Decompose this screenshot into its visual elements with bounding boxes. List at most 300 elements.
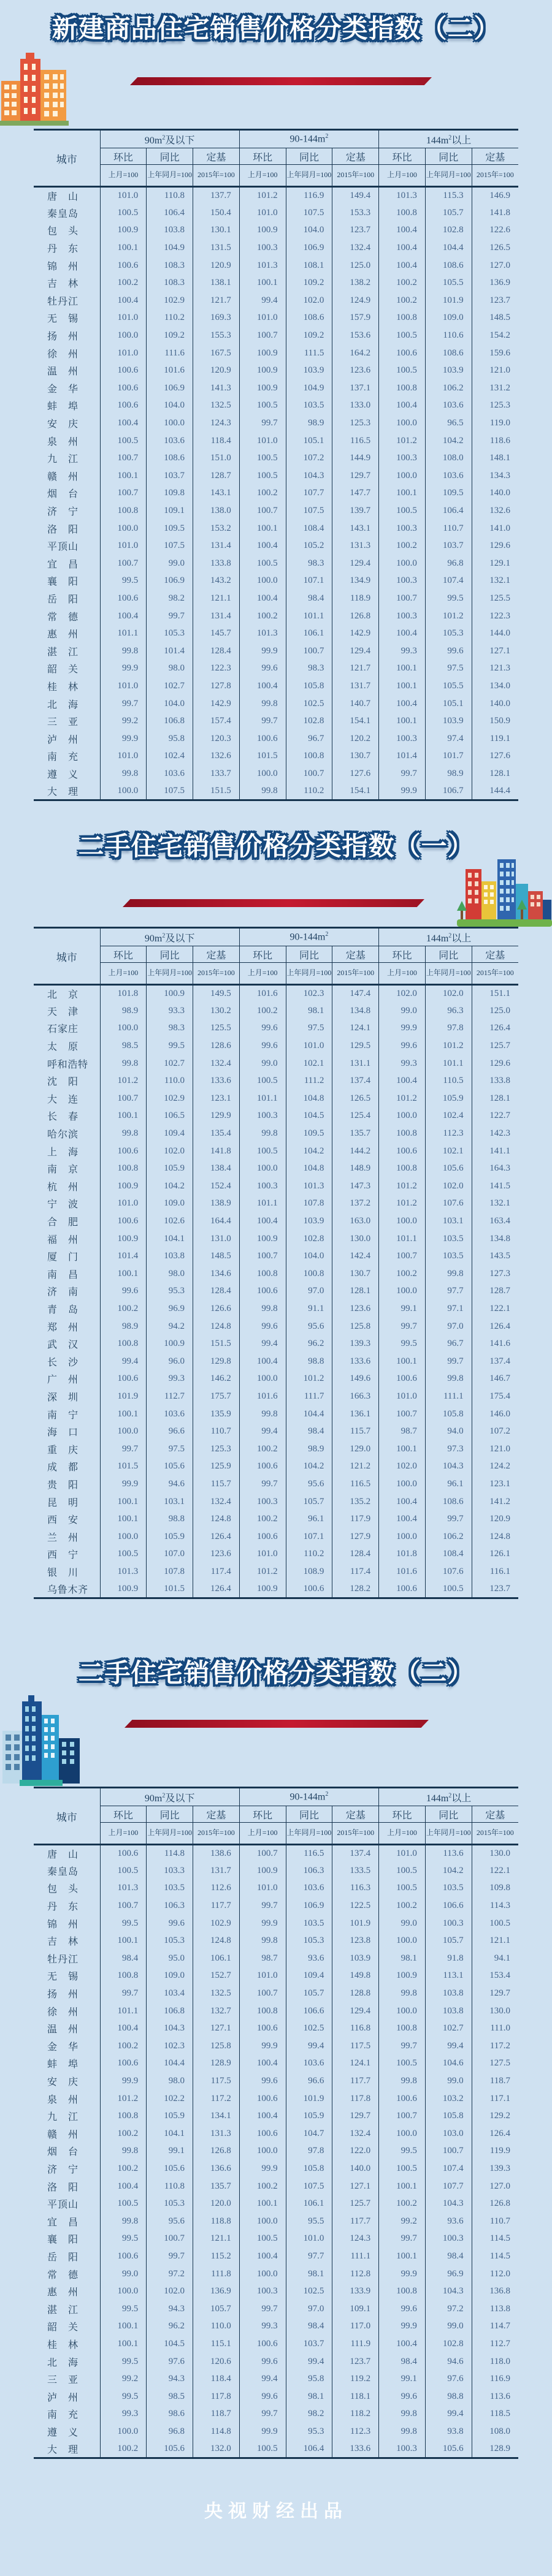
index-value-cell: 147.7: [332, 485, 379, 503]
index-value-cell: 107.8: [286, 1195, 332, 1213]
index-value-cell: 100.5: [379, 1880, 426, 1898]
table-row: [34, 1300, 518, 1318]
index-value-cell: 109.1: [332, 2300, 379, 2318]
index-value-cell: 100.0: [239, 1160, 286, 1177]
index-value-cell: 101.7: [425, 748, 472, 766]
index-value-cell: 101.6: [239, 1388, 286, 1405]
index-value-cell: 99.9: [100, 730, 147, 748]
index-value-cell: 117.2: [193, 2090, 240, 2108]
index-value-cell: 145.7: [193, 625, 240, 642]
index-value-cell: 99.0: [379, 1002, 426, 1020]
index-value-cell: 109.4: [286, 1967, 332, 1985]
index-value-cell: 140.0: [472, 485, 518, 503]
city-name-cell: 惠州: [47, 629, 78, 640]
base-label-2015: 2015年=100: [332, 1823, 379, 1845]
city-name-cell: 无锡: [47, 314, 78, 325]
index-value-cell: 101.1: [239, 1195, 286, 1213]
index-value-cell: 100.8: [379, 204, 426, 222]
index-value-cell: 144.2: [332, 1142, 379, 1160]
index-value-cell: 99.7: [147, 607, 193, 625]
city-name-cell: 银川: [47, 1567, 78, 1578]
col-header-yoy: 同比: [425, 1806, 472, 1823]
index-value-cell: 105.6: [147, 2160, 193, 2178]
index-value-cell: 105.8: [286, 2160, 332, 2178]
index-value-cell: 132.4: [332, 2125, 379, 2143]
index-value-cell: 98.9: [425, 765, 472, 783]
index-value-cell: 99.5: [147, 1037, 193, 1055]
index-value-cell: 132.0: [193, 2441, 240, 2458]
index-value-cell: 115.1: [193, 2335, 240, 2353]
index-value-cell: 138.6: [193, 1845, 240, 1863]
index-value-cell: 131.3: [193, 2125, 240, 2143]
base-label-2015: 2015年=100: [193, 963, 240, 985]
index-value-cell: 98.7: [239, 1950, 286, 1967]
index-value-cell: 101.0: [100, 187, 147, 205]
index-value-cell: 100.6: [239, 2090, 286, 2108]
index-value-cell: 109.1: [147, 502, 193, 520]
index-value-cell: 109.8: [147, 485, 193, 503]
index-value-cell: 148.5: [472, 310, 518, 327]
index-value-cell: 99.5: [379, 2143, 426, 2160]
index-value-cell: 143.2: [193, 572, 240, 590]
index-value-cell: 99.0: [425, 2318, 472, 2336]
index-value-cell: 100.5: [239, 2441, 286, 2458]
table-row: [34, 1862, 518, 1880]
index-value-cell: 95.6: [286, 1318, 332, 1335]
index-value-cell: 100.2: [379, 274, 426, 292]
index-value-cell: 141.2: [472, 1493, 518, 1511]
city-name-cell: 锦州: [47, 1919, 78, 1930]
base-label-prev-month: 上月=100: [379, 963, 426, 985]
city-name-cell: 大连: [47, 1094, 78, 1105]
index-value-cell: 98.2: [286, 2406, 332, 2423]
index-value-cell: 107.5: [286, 2178, 332, 2195]
index-value-cell: 102.5: [286, 2019, 332, 2037]
index-value-cell: 106.4: [286, 2441, 332, 2458]
index-value-cell: 101.0: [379, 1845, 426, 1863]
index-value-cell: 129.2: [472, 2107, 518, 2125]
index-value-cell: 138.4: [193, 1160, 240, 1177]
index-value-cell: 99.6: [239, 2072, 286, 2090]
city-name-cell: 包头: [47, 1884, 78, 1895]
city-name-cell: 安庆: [47, 419, 78, 430]
index-value-cell: 100.4: [100, 414, 147, 432]
index-value-cell: 118.8: [193, 2213, 240, 2230]
col-header-mom: 环比: [100, 946, 147, 963]
index-value-cell: 100.2: [379, 1265, 426, 1283]
index-value-cell: 125.3: [193, 1440, 240, 1458]
table-row: [34, 2423, 518, 2441]
city-name-cell: 温州: [47, 367, 78, 378]
index-value-cell: 147.3: [332, 1177, 379, 1195]
index-value-cell: 103.7: [425, 537, 472, 555]
index-value-cell: 108.6: [286, 310, 332, 327]
index-value-cell: 110.7: [193, 1423, 240, 1440]
index-value-cell: 103.5: [286, 1915, 332, 1932]
index-value-cell: 132.4: [193, 1493, 240, 1511]
table-row: [34, 187, 518, 205]
index-value-cell: 99.5: [100, 2388, 147, 2406]
index-value-cell: 100.6: [100, 1142, 147, 1160]
col-header-base: 定基: [332, 946, 379, 963]
index-value-cell: 118.7: [472, 2072, 518, 2090]
base-label-2015: 2015年=100: [193, 1823, 240, 1845]
index-value-cell: 100.4: [379, 1510, 426, 1528]
index-value-cell: 125.5: [193, 1020, 240, 1038]
index-value-cell: 99.8: [100, 2143, 147, 2160]
index-value-cell: 104.0: [286, 1247, 332, 1265]
red-divider: [123, 899, 424, 907]
index-value-cell: 109.8: [472, 1880, 518, 1898]
index-value-cell: 104.3: [147, 2019, 193, 2037]
index-value-cell: 125.8: [332, 1318, 379, 1335]
index-value-cell: 96.2: [147, 2318, 193, 2336]
index-value-cell: 100.2: [379, 537, 426, 555]
index-value-cell: 98.0: [147, 1265, 193, 1283]
index-value-cell: 95.6: [147, 2213, 193, 2230]
index-value-cell: 117.8: [193, 2388, 240, 2406]
index-value-cell: 99.6: [239, 1020, 286, 1038]
group-header-90-144: $90-144m^2$: [239, 1788, 378, 1806]
index-value-cell: 97.0: [286, 2300, 332, 2318]
index-value-cell: 99.8: [100, 1055, 147, 1073]
index-value-cell: 111.1: [425, 1388, 472, 1405]
index-value-cell: 128.4: [332, 1546, 379, 1563]
table-row: [34, 625, 518, 642]
index-value-cell: 105.1: [286, 432, 332, 450]
table-row: [34, 222, 518, 240]
index-value-cell: 101.1: [379, 1230, 426, 1248]
index-value-cell: 117.5: [193, 2072, 240, 2090]
index-value-cell: 102.0: [425, 1177, 472, 1195]
index-value-cell: 146.0: [472, 1405, 518, 1423]
index-value-cell: 99.6: [239, 2353, 286, 2371]
index-value-cell: 157.9: [332, 310, 379, 327]
city-name-cell: 平顶山: [47, 2200, 78, 2211]
index-value-cell: 100.1: [379, 1440, 426, 1458]
index-value-cell: 118.0: [472, 2353, 518, 2371]
city-name-cell: 三亚: [47, 2375, 78, 2386]
city-name-cell: 济宁: [47, 2164, 78, 2175]
table-row: [34, 327, 518, 344]
index-value-cell: 128.1: [472, 765, 518, 783]
index-value-cell: 95.3: [286, 2423, 332, 2441]
index-value-cell: 99.7: [239, 414, 286, 432]
index-value-cell: 101.0: [100, 537, 147, 555]
index-value-cell: 100.0: [100, 1423, 147, 1440]
index-value-cell: 107.5: [286, 204, 332, 222]
index-value-cell: 105.9: [286, 2107, 332, 2125]
index-value-cell: 122.1: [472, 1862, 518, 1880]
table-row: [34, 344, 518, 362]
index-value-cell: 100.1: [379, 712, 426, 730]
index-value-cell: 98.3: [286, 660, 332, 678]
table-row: [34, 292, 518, 310]
index-value-cell: 116.3: [332, 1880, 379, 1898]
index-value-cell: 99.9: [239, 2423, 286, 2441]
index-value-cell: 102.0: [286, 292, 332, 310]
index-value-cell: 123.1: [472, 1475, 518, 1493]
index-value-cell: 104.8: [286, 1160, 332, 1177]
base-label-2015: 2015年=100: [472, 1823, 518, 1845]
index-value-cell: 118.5: [472, 2406, 518, 2423]
base-label-prev-year: 上年同月=100: [425, 1823, 472, 1845]
index-value-cell: 98.9: [286, 414, 332, 432]
index-value-cell: 100.0: [239, 1370, 286, 1388]
index-value-cell: 100.3: [379, 2441, 426, 2458]
index-value-cell: 94.6: [147, 1475, 193, 1493]
index-value-cell: 157.4: [193, 712, 240, 730]
index-value-cell: 109.5: [425, 485, 472, 503]
index-value-cell: 114.5: [472, 2230, 518, 2248]
group-header-under90: $90m^2$及以下: [100, 130, 239, 148]
table-row: [34, 1318, 518, 1335]
index-value-cell: 121.1: [472, 1932, 518, 1950]
index-value-cell: 105.6: [147, 1458, 193, 1476]
table-row: [34, 1423, 518, 1440]
index-value-cell: 135.7: [193, 2178, 240, 2195]
index-value-cell: 104.4: [425, 239, 472, 257]
col-header-base: 定基: [472, 1806, 518, 1823]
table-row: [34, 695, 518, 713]
index-value-cell: 100.9: [239, 362, 286, 379]
table-row: [34, 1072, 518, 1090]
group-header-90-144: $90-144m^2$: [239, 928, 378, 946]
index-value-cell: 100.7: [379, 1405, 426, 1423]
index-value-cell: 97.5: [425, 660, 472, 678]
group-header-90-144: $90-144m^2$: [239, 130, 378, 148]
index-value-cell: 100.6: [379, 344, 426, 362]
index-value-cell: 106.8: [147, 712, 193, 730]
index-value-cell: 141.6: [472, 1335, 518, 1353]
table-row: [34, 2019, 518, 2037]
table-row: [34, 2072, 518, 2090]
city-name-cell: 北京: [47, 990, 78, 1001]
index-value-cell: 126.4: [472, 1318, 518, 1335]
index-value-cell: 118.4: [193, 432, 240, 450]
table-row: [34, 397, 518, 415]
index-value-cell: 103.5: [425, 1230, 472, 1248]
table-row: [34, 1370, 518, 1388]
index-value-cell: 105.9: [425, 1090, 472, 1108]
index-value-cell: 102.9: [193, 1915, 240, 1932]
index-value-cell: 100.5: [472, 1915, 518, 1932]
index-value-cell: 99.5: [100, 2353, 147, 2371]
table-row: [34, 2160, 518, 2178]
index-value-cell: 100.7: [379, 590, 426, 607]
index-value-cell: 99.4: [100, 1353, 147, 1370]
index-value-cell: 113.6: [425, 1845, 472, 1863]
index-value-cell: 102.7: [147, 1055, 193, 1073]
index-value-cell: 98.1: [286, 2265, 332, 2283]
index-value-cell: 120.9: [193, 362, 240, 379]
index-value-cell: 100.3: [425, 2230, 472, 2248]
index-value-cell: 100.4: [379, 1493, 426, 1511]
group-header-under90: $90m^2$及以下: [100, 928, 239, 946]
index-value-cell: 135.4: [193, 1125, 240, 1142]
index-value-cell: 113.6: [472, 2388, 518, 2406]
table-row: [34, 274, 518, 292]
index-value-cell: 99.9: [239, 642, 286, 660]
index-value-cell: 100.4: [379, 625, 426, 642]
index-value-cell: 100.4: [239, 2247, 286, 2265]
index-value-cell: 110.5: [425, 1072, 472, 1090]
index-value-cell: 103.8: [147, 222, 193, 240]
base-label-prev-year: 上年同月=100: [147, 963, 193, 985]
index-value-cell: 154.2: [472, 327, 518, 344]
index-value-cell: 100.8: [100, 1967, 147, 1985]
index-value-cell: 104.1: [147, 2125, 193, 2143]
index-value-cell: 123.8: [332, 1932, 379, 1950]
city-name-cell: 合肥: [47, 1217, 78, 1228]
index-value-cell: 100.2: [379, 1897, 426, 1915]
base-label-prev-year: 上年同月=100: [425, 165, 472, 187]
col-header-yoy: 同比: [286, 148, 332, 165]
index-value-cell: 97.8: [425, 1020, 472, 1038]
index-value-cell: 100.2: [379, 292, 426, 310]
table-row: [34, 607, 518, 625]
index-value-cell: 98.8: [286, 1353, 332, 1370]
col-header-yoy: 同比: [147, 148, 193, 165]
index-value-cell: 98.8: [425, 2388, 472, 2406]
index-value-cell: 104.3: [425, 2282, 472, 2300]
index-value-cell: 126.4: [472, 1020, 518, 1038]
index-value-cell: 106.1: [193, 1950, 240, 1967]
index-value-cell: 130.1: [193, 222, 240, 240]
index-value-cell: 100.4: [379, 1072, 426, 1090]
index-value-cell: 100.9: [239, 379, 286, 397]
index-value-cell: 100.9: [147, 985, 193, 1003]
city-name-cell: 上海: [47, 1147, 78, 1158]
index-value-cell: 99.2: [100, 712, 147, 730]
index-value-cell: 104.9: [286, 379, 332, 397]
table-row: [34, 572, 518, 590]
city-name-cell: 成都: [47, 1462, 78, 1473]
city-name-cell: 泸州: [47, 734, 78, 745]
index-value-cell: 95.8: [286, 2370, 332, 2388]
index-value-cell: 100.0: [239, 2143, 286, 2160]
table-row: [34, 677, 518, 695]
index-value-cell: 120.0: [193, 2195, 240, 2213]
index-value-cell: 104.6: [425, 2055, 472, 2073]
index-value-cell: 103.1: [147, 1493, 193, 1511]
index-value-cell: 106.9: [147, 572, 193, 590]
index-value-cell: 99.7: [379, 2037, 426, 2055]
index-value-cell: 127.9: [332, 1528, 379, 1546]
index-value-cell: 101.3: [379, 187, 426, 205]
index-value-cell: 102.3: [147, 2037, 193, 2055]
producer-credit: 央视财经出品: [204, 2501, 348, 2521]
index-value-cell: 100.6: [379, 1142, 426, 1160]
index-value-cell: 106.9: [286, 1897, 332, 1915]
col-header-mom: 环比: [239, 1806, 286, 1823]
index-value-cell: 105.6: [425, 2441, 472, 2458]
index-value-cell: 100.1: [100, 2335, 147, 2353]
red-divider: [125, 1720, 429, 1728]
index-value-cell: 118.7: [193, 2406, 240, 2423]
index-value-cell: 104.2: [286, 1142, 332, 1160]
index-value-cell: 103.6: [147, 765, 193, 783]
index-value-cell: 95.5: [286, 2213, 332, 2230]
index-value-cell: 112.3: [332, 2423, 379, 2441]
city-name-cell: 岳阳: [47, 2252, 78, 2263]
index-value-cell: 108.6: [147, 449, 193, 467]
city-name-cell: 福州: [47, 1234, 78, 1245]
index-value-cell: 99.9: [239, 2160, 286, 2178]
index-value-cell: 97.7: [425, 1283, 472, 1301]
table-row: [34, 1265, 518, 1283]
index-value-cell: 100.9: [100, 1177, 147, 1195]
index-value-cell: 127.6: [332, 765, 379, 783]
table-row: [34, 2230, 518, 2248]
index-value-cell: 128.8: [332, 1985, 379, 2002]
index-value-cell: 103.9: [425, 362, 472, 379]
city-name-cell: 青岛: [47, 1304, 78, 1315]
index-value-cell: 117.5: [332, 2037, 379, 2055]
index-value-cell: 100.0: [379, 2002, 426, 2020]
index-value-cell: 105.9: [147, 1528, 193, 1546]
col-header-base: 定基: [193, 148, 240, 165]
index-value-cell: 98.3: [147, 1020, 193, 1038]
table-row: [34, 1581, 518, 1598]
index-value-cell: 99.9: [239, 2037, 286, 2055]
index-value-cell: 132.4: [193, 1055, 240, 1073]
city-name-cell: 宁波: [47, 1199, 78, 1210]
city-name-cell: 丹东: [47, 244, 78, 255]
index-value-cell: 99.5: [379, 1335, 426, 1353]
index-value-cell: 99.8: [100, 765, 147, 783]
index-value-cell: 137.4: [332, 1845, 379, 1863]
city-name-cell: 昆明: [47, 1497, 78, 1508]
index-value-cell: 110.2: [147, 310, 193, 327]
index-value-cell: 111.8: [193, 2265, 240, 2283]
index-value-cell: 151.0: [193, 449, 240, 467]
index-value-cell: 100.0: [100, 1528, 147, 1546]
table-row: [34, 1440, 518, 1458]
index-value-cell: 96.8: [425, 555, 472, 572]
index-value-cell: 120.6: [193, 2353, 240, 2371]
city-name-cell: 海口: [47, 1427, 78, 1438]
base-label-2015: 2015年=100: [332, 165, 379, 187]
index-value-cell: 100.6: [100, 379, 147, 397]
index-value-cell: 101.0: [100, 748, 147, 766]
index-value-cell: 99.9: [100, 1475, 147, 1493]
index-value-cell: 104.9: [147, 239, 193, 257]
index-value-cell: 126.1: [472, 1546, 518, 1563]
index-value-cell: 101.0: [100, 1195, 147, 1213]
index-value-cell: 140.0: [332, 2160, 379, 2178]
index-value-cell: 124.9: [332, 292, 379, 310]
index-value-cell: 102.8: [286, 1230, 332, 1248]
index-value-cell: 100.4: [100, 607, 147, 625]
index-value-cell: 103.9: [425, 712, 472, 730]
index-value-cell: 114.7: [472, 2318, 518, 2336]
index-value-cell: 130.0: [332, 1230, 379, 1248]
index-value-cell: 164.4: [193, 1212, 240, 1230]
index-value-cell: 102.4: [147, 748, 193, 766]
index-value-cell: 100.6: [100, 2247, 147, 2265]
index-value-cell: 134.8: [472, 1230, 518, 1248]
index-value-cell: 169.3: [193, 310, 240, 327]
index-value-cell: 100.2: [379, 2195, 426, 2213]
index-value-cell: 124.8: [193, 1510, 240, 1528]
index-value-cell: 98.5: [100, 1037, 147, 1055]
index-value-cell: 99.8: [425, 1265, 472, 1283]
city-name-cell: 天津: [47, 1006, 78, 1017]
table-row: [34, 1405, 518, 1423]
index-value-cell: 129.4: [332, 2002, 379, 2020]
index-value-cell: 101.0: [100, 677, 147, 695]
